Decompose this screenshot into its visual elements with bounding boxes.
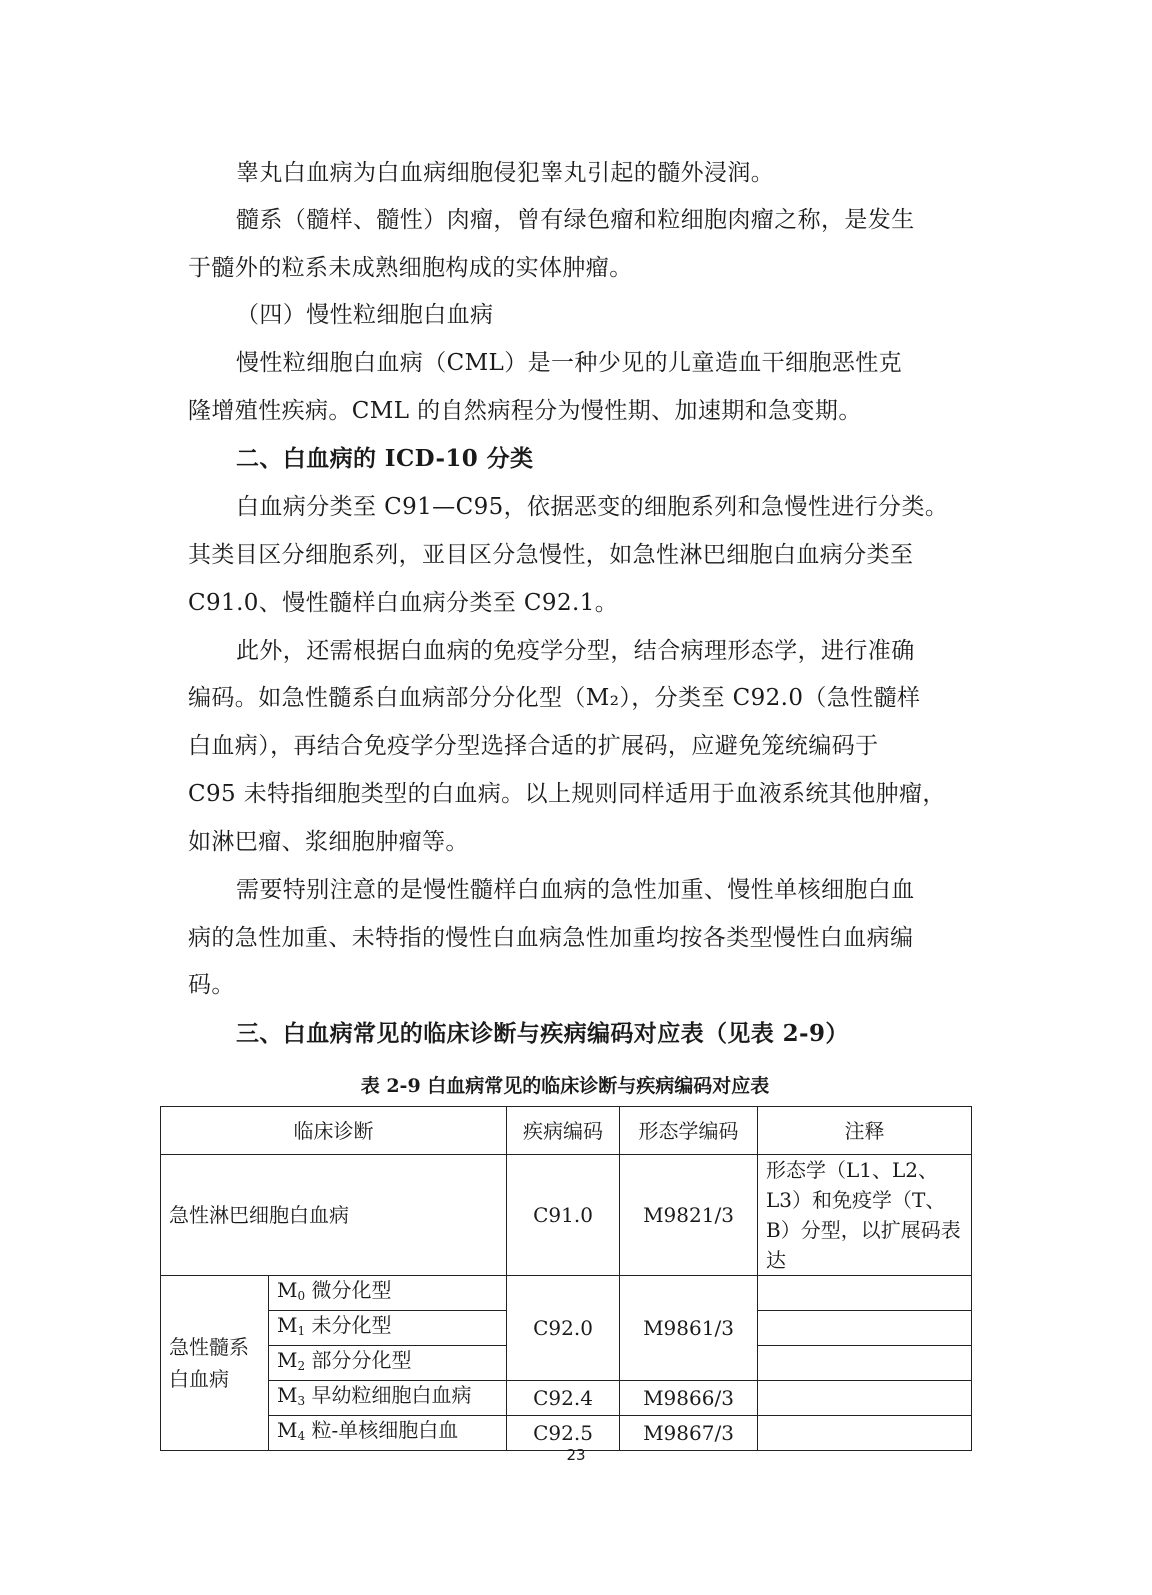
table-header-row: [161, 1107, 972, 1155]
paragraph-line: 此外，还需根据白血病的免疫学分型，结合病理形态学，进行准确: [236, 638, 915, 664]
table-row: [161, 1155, 972, 1276]
header-diagnosis: 临床诊断: [161, 1107, 507, 1155]
aml-subtype-m0: $M_0$ 微分化型: [269, 1276, 507, 1311]
paragraph-line: C95 未特指细胞类型的白血病。以上规则同样适用于血液系统其他肿瘤，: [188, 781, 946, 807]
morph-aml-m0-m2: M9861/3: [620, 1276, 758, 1381]
paragraph-line: 慢性粒细胞白血病（CML）是一种少见的儿童造血干细胞恶性克: [236, 350, 903, 376]
paragraph-line: 其类目区分细胞系列，亚目区分急慢性，如急性淋巴细胞白血病分类至: [188, 542, 914, 568]
aml-subtype-m3: $M_3$ 早幼粒细胞白血病: [269, 1381, 507, 1416]
code-aml-m0-m2: C92.0: [507, 1276, 620, 1381]
subsection-title: （四）慢性粒细胞白血病: [236, 302, 494, 328]
paragraph-line: 白血病分类至 C91—C95，依据恶变的细胞系列和急慢性进行分类。: [236, 494, 949, 520]
note-empty: [758, 1276, 972, 1311]
diagnosis-aml-group: 急性髓系白血病: [161, 1276, 269, 1451]
aml-subtype-m2: $M_2$ 部分分化型: [269, 1346, 507, 1381]
table-row: [161, 1381, 972, 1416]
code-aml-m4: C92.5: [507, 1416, 620, 1451]
header-morphology-code: 形态学编码: [620, 1107, 758, 1155]
section-heading: 三、白血病常见的临床诊断与疾病编码对应表（见表 2-9）: [236, 1020, 849, 1047]
morph-aml-m4: M9867/3: [620, 1416, 758, 1451]
paragraph-line: 睾丸白血病为白血病细胞侵犯睾丸引起的髓外浸润。: [236, 160, 775, 186]
header-note: 注释: [758, 1107, 972, 1155]
paragraph-line: 髓系（髓样、髓性）肉瘤，曾有绿色瘤和粒细胞肉瘤之称，是发生: [236, 207, 915, 233]
paragraph-line: 病的急性加重、未特指的慢性白血病急性加重均按各类型慢性白血病编: [188, 925, 914, 951]
section-heading: 二、白血病的 ICD-10 分类: [236, 445, 534, 472]
note-all: 形态学（L1、L2、L3）和免疫学（T、B）分型，以扩展码表达: [758, 1155, 972, 1276]
diagnosis-all: 急性淋巴细胞白血病: [161, 1155, 507, 1276]
paragraph-line: 需要特别注意的是慢性髓样白血病的急性加重、慢性单核细胞白血: [236, 877, 915, 903]
paragraph-line: C91.0、慢性髓样白血病分类至 C92.1。: [188, 590, 619, 616]
code-all: C91.0: [507, 1155, 620, 1276]
paragraph-line: 隆增殖性疾病。CML 的自然病程分为慢性期、加速期和急变期。: [188, 398, 862, 424]
paragraph-line: 码。: [188, 972, 235, 998]
aml-subtype-m4: $M_4$ 粒-单核细胞白血: [269, 1416, 507, 1451]
note-empty: [758, 1381, 972, 1416]
paragraph-line: 编码。如急性髓系白血病部分分化型（M₂），分类至 C92.0（急性髓样: [188, 685, 921, 711]
header-disease-code: 疾病编码: [507, 1107, 620, 1155]
note-empty: [758, 1346, 972, 1381]
page-number: 23: [566, 1446, 586, 1464]
paragraph-line: 如淋巴瘤、浆细胞肿瘤等。: [188, 829, 469, 855]
morph-aml-m3: M9866/3: [620, 1381, 758, 1416]
aml-subtype-m1: $M_1$ 未分化型: [269, 1311, 507, 1346]
paragraph-line: 于髓外的粒系未成熟细胞构成的实体肿瘤。: [188, 255, 633, 281]
code-aml-m3: C92.4: [507, 1381, 620, 1416]
diagnosis-code-table: [160, 1106, 972, 1451]
morph-all: M9821/3: [620, 1155, 758, 1276]
note-empty: [758, 1311, 972, 1346]
table-caption: 表 2-9 白血病常见的临床诊断与疾病编码对应表: [360, 1075, 770, 1097]
paragraph-line: 白血病），再结合免疫学分型选择合适的扩展码，应避免笼统编码于: [188, 733, 879, 759]
table-row: [161, 1276, 972, 1311]
